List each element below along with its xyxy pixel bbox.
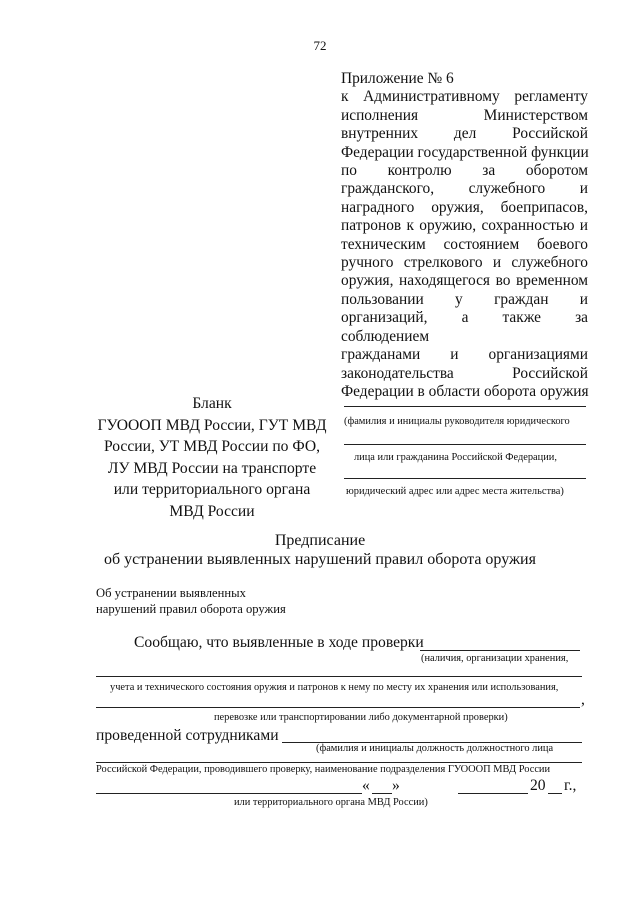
date-year-field[interactable] [548,793,562,794]
page-number: 72 [313,38,327,53]
hint-federation: Российской Федерации, проводившего проверку, наименование подразделения ГУОООП МВД России [96,764,551,775]
date-close-quote: » [392,777,400,794]
blank-line: МВД России [169,502,255,520]
appendix-line: ручного стрелкового и служебного [341,254,588,272]
appendix-line: пользовании у граждан и [341,290,588,308]
appendix-line: оружия, находящегося во временном [341,272,588,290]
hint-transport: перевозке или транспортировании либо документарной проверки) [214,712,508,723]
accounting-fill-line[interactable] [96,676,582,677]
inspection-fill-line[interactable] [420,650,580,651]
hint-check: (наличия, организации хранения, [421,653,569,664]
document-title: Предписание [274,532,366,549]
document-subtitle: об устранении выявленных нарушений правил оборота оружия [104,551,536,568]
blank-line: ЛУ МВД России на транспорте [107,459,317,477]
blank-line: или территориального органа [113,481,311,498]
department-fill-line[interactable] [96,762,582,763]
appendix-line: патронов к оружию, сохранностью и [341,217,588,235]
date-open-quote: « [362,777,370,794]
appendix-line: законодательства Российской [341,364,588,382]
transport-fill-line[interactable] [96,707,580,708]
appendix-line: внутренних дел Российской [341,125,588,143]
appendix-line: техническим состоянием боевого [341,235,588,253]
conducted-by-text: проведенной сотрудниками [96,727,279,744]
date-year-suffix: г., [564,777,577,794]
addressee-fill-line[interactable] [344,444,586,445]
addressee-fill-line[interactable] [344,406,586,407]
date-day-field[interactable] [372,793,392,794]
appendix-line: Федерации государственной функции [341,143,589,161]
appendix-line: исполнения Министерством [341,106,588,124]
subject-block [96,585,286,617]
territorial-fill-line[interactable] [96,793,362,794]
appendix-line: Приложение № 6 [341,70,454,87]
appendix-line: гражданами и организациями [341,346,588,364]
hint-official: (фамилия и инициалы должность должностного лица [316,743,554,754]
addressee-hint-address: юридический адрес или адрес места жительства) [346,486,564,497]
blank-line: России, УТ МВД России по ФО, [103,438,321,455]
addressee-hint-name: (фамилия и инициалы руководителя юридического [344,416,570,427]
date-month-field[interactable] [458,793,528,794]
letterhead-blank [88,393,336,522]
addressee-hint-person: лица или гражданина Российской Федерации, [354,452,557,463]
appendix-line: по контролю за оборотом [341,162,588,180]
blank-line: Бланк [192,395,232,412]
comma-mark: , [581,691,585,708]
appendix-line: гражданского, служебного и [341,180,588,198]
addressee-fill-line[interactable] [344,478,586,479]
subject-line: нарушений правил оборота оружия [96,602,286,616]
appendix-heading [341,70,588,401]
blank-line: ГУОООП МВД России, ГУТ МВД [97,416,327,434]
date-year-prefix: 20 [530,777,546,794]
appendix-line: организаций, а также за соблюдением [341,309,588,345]
appendix-line: Федерации в области оборота оружия [341,382,589,400]
intro-text: Сообщаю, что выявленные в ходе проверки [134,634,424,651]
hint-territorial: или территориального органа МВД России) [234,797,428,808]
hint-accounting: учета и технического состояния оружия и патронов к нему по месту их хранения или использования, [110,682,559,693]
subject-line: Об устранении выявленных [96,586,246,600]
appendix-line: к Административному регламенту [341,88,588,106]
appendix-line: наградного оружия, боеприпасов, [341,198,588,216]
